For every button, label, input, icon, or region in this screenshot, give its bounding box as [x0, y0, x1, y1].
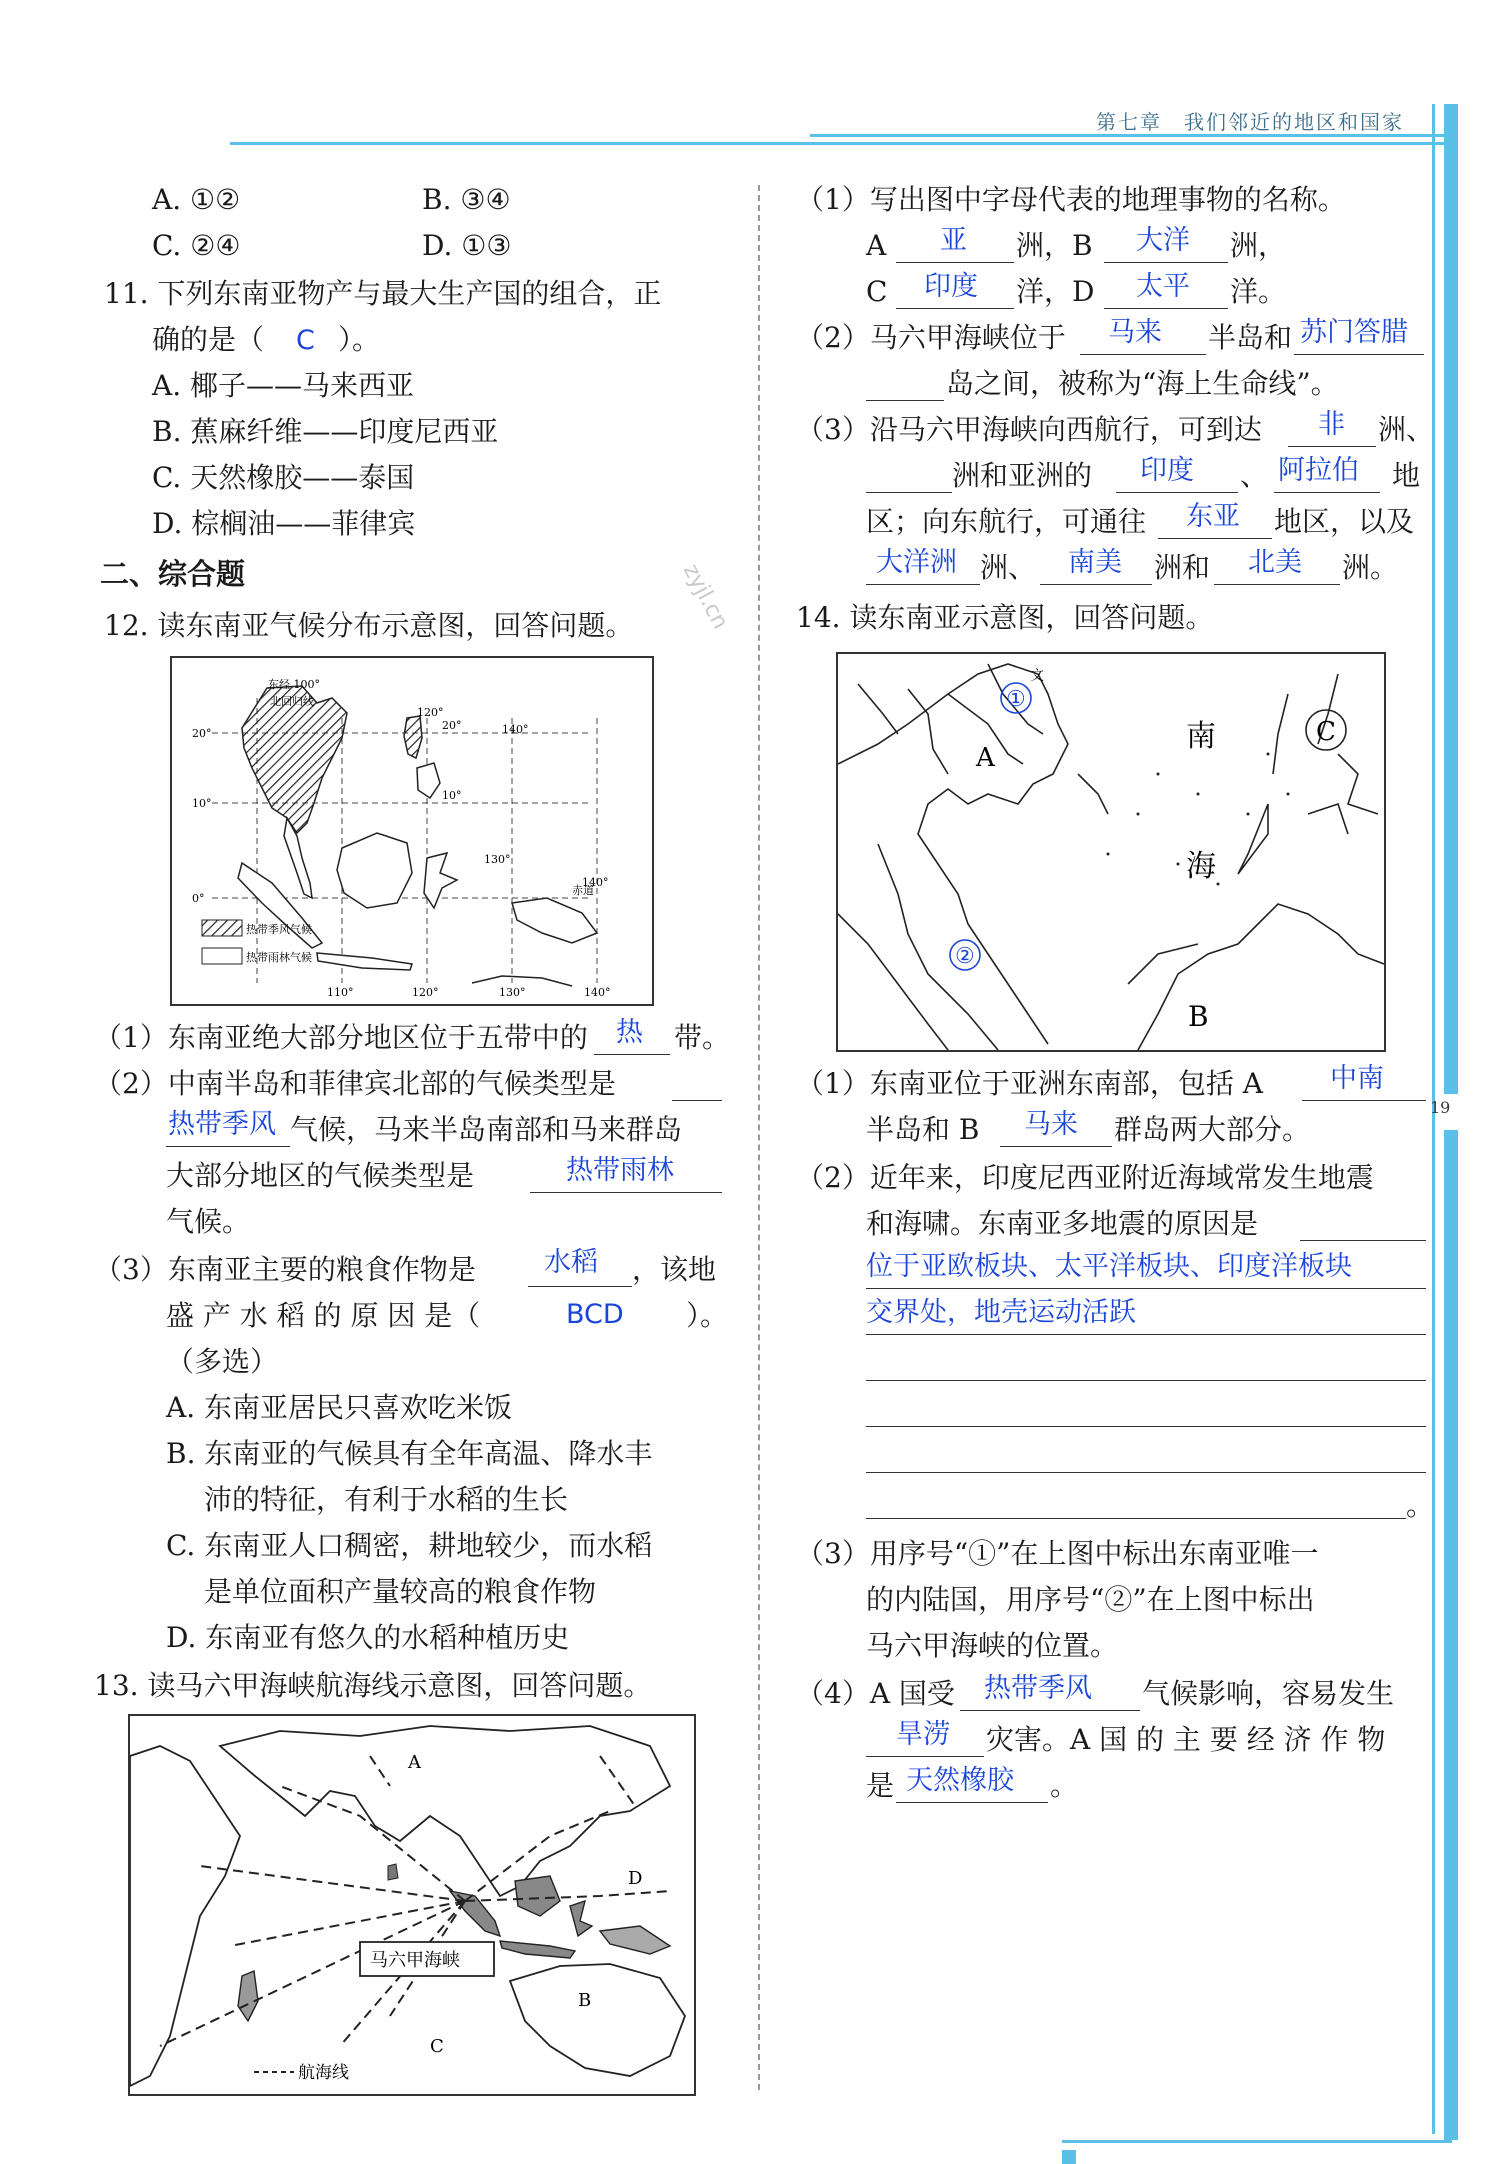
- q12-option-c: C. 东南亚人口稠密，耕地较少，而水稻: [166, 1529, 653, 1562]
- q10-option-a: A. ①②: [152, 183, 241, 216]
- q11-stem-close: ）。: [338, 323, 381, 356]
- q12-p2-answer1: 热带季风: [168, 1109, 276, 1140]
- q12-tick-mid-130: 130°: [484, 853, 511, 866]
- q13-blank-b: [1104, 262, 1228, 263]
- q14-p1-line2: 半岛和 B: [866, 1113, 980, 1146]
- q13-p3-blank2: [1116, 492, 1238, 493]
- q13-p3-line3: 区；向东航行，可通往: [866, 505, 1147, 538]
- q12-p3-answer1: 水稻: [544, 1247, 598, 1278]
- q12-legend-monsoon: 热带季风气候: [246, 923, 312, 936]
- q14-p1-blank2: [1000, 1146, 1112, 1147]
- q12-p2-blank2: [530, 1192, 722, 1193]
- q13-p3-answer7: 北美: [1248, 547, 1302, 578]
- q14-stem: 14. 读东南亚示意图，回答问题。: [796, 601, 1214, 634]
- q14-p3-line2: 的内陆国，用序号“②”在上图中标出: [866, 1583, 1315, 1616]
- q14-p4-mid: 气候影响，容易发生: [1142, 1677, 1395, 1710]
- q11-option-a: A. 椰子——马来西亚: [152, 369, 415, 402]
- q14-map-place: 文: [1030, 668, 1044, 684]
- q12-p3-line2: 盛 产 水 稻 的 原 因 是（: [166, 1299, 481, 1332]
- q13-p3-line2: 洲和亚洲的: [952, 459, 1093, 492]
- q14-label-a: A: [976, 743, 995, 773]
- q12-lon-label: 东经 100°: [268, 678, 320, 691]
- q12-climate-map: [170, 656, 654, 1006]
- q14-southeast-asia-map: [836, 652, 1386, 1052]
- q12-p2-text: （2）中南半岛和菲律宾北部的气候类型是: [94, 1067, 616, 1100]
- q13-p2-blank2: [1294, 354, 1424, 355]
- q14-p2-line-4: [866, 1426, 1426, 1427]
- q12-option-c-cont: 是单位面积产量较高的粮食作物: [204, 1575, 597, 1608]
- q14-p1-answer2: 马来: [1024, 1109, 1078, 1140]
- q14-p2-line2: 和海啸。东南亚多地震的原因是: [866, 1207, 1259, 1240]
- q13-p3-suffix4: 地区，以及: [1274, 505, 1415, 538]
- q13-answer-c: 印度: [924, 271, 978, 302]
- q13-p2-answer2: 苏门答腊: [1300, 317, 1408, 348]
- q12-p1-blank: [594, 1054, 670, 1055]
- q13-answer-a: 亚: [940, 225, 967, 256]
- q12-p3-suffix: ，该地: [632, 1253, 717, 1286]
- q12-p1-answer: 热: [616, 1017, 643, 1048]
- q13-p3-answer1: 非: [1318, 409, 1345, 440]
- q13-p2-text: （2）马六甲海峡位于: [796, 321, 1066, 354]
- q12-p3-multi: （多选）: [166, 1345, 279, 1378]
- q14-p2-line-1: [866, 1288, 1426, 1289]
- q14-p2-line-5: [866, 1472, 1426, 1473]
- q13-p3-suffix5: 洲、: [980, 551, 1037, 584]
- q14-p2-line-2: [866, 1334, 1426, 1335]
- q13-p1-c: C: [866, 275, 888, 308]
- q13-p1-c-suffix: 洋，D: [1016, 275, 1095, 308]
- q14-p4-line3: 是: [866, 1769, 895, 1802]
- q12-p3-answer2: BCD: [566, 1299, 624, 1330]
- q12-legend-rainforest-swatch: [202, 948, 242, 964]
- q14-p1-suffix: 群岛两大部分。: [1114, 1113, 1311, 1146]
- q13-p3-text: （3）沿马六甲海峡向西航行，可到达: [796, 413, 1262, 446]
- q14-p3-line1: （3）用序号“①”在上图中标出东南亚唯一: [796, 1537, 1319, 1570]
- q12-equator-label: 赤道: [572, 884, 594, 897]
- q13-p3-blank1b: [866, 492, 952, 493]
- q12-option-d: D. 东南亚有悠久的水稻种植历史: [166, 1621, 570, 1654]
- q10-option-c: C. ②④: [152, 229, 241, 262]
- q13-answer-d: 太平: [1136, 271, 1190, 302]
- q14-p1-text: （1）东南亚位于亚洲东南部，包括 A: [796, 1067, 1263, 1100]
- q12-option-a: A. 东南亚居民只喜欢吃米饭: [166, 1391, 513, 1424]
- q13-p3-answer6: 南美: [1068, 547, 1122, 578]
- q13-p1-a: A: [866, 229, 887, 262]
- q14-p2-line-6: [866, 1518, 1406, 1519]
- q13-p3-suffix7: 洲。: [1342, 551, 1399, 584]
- q12-tick-mid-20: 20°: [442, 719, 462, 732]
- q13-p3-blank5: [866, 584, 980, 585]
- side-tab-bar: [1444, 104, 1458, 1094]
- q14-label-c: C: [1316, 717, 1336, 747]
- q14-p1-answer1: 中南: [1330, 1063, 1384, 1094]
- q13-legend-route: 航海线: [298, 2063, 349, 2083]
- q14-p2-line1: （2）近年来，印度尼西亚附近海域常发生地震: [796, 1161, 1374, 1194]
- q12-p2-answer2: 热带雨林: [566, 1155, 674, 1186]
- q12-p2-line2: 气候，马来半岛南部和马来群岛: [290, 1113, 683, 1146]
- q14-p4-answer1: 热带季风: [984, 1673, 1092, 1704]
- q13-label-d: D: [628, 1868, 643, 1889]
- q12-p2-line3: 大部分地区的气候类型是: [166, 1159, 475, 1192]
- watermark: zyjl.cn: [677, 560, 733, 634]
- q14-p2-answer2: 交界处，地壳运动活跃: [866, 1297, 1136, 1328]
- q14-p4-answer2: 旱涝: [896, 1719, 950, 1750]
- q13-p3-suffix3: 地: [1392, 459, 1421, 492]
- chapter-header: 第七章 我们邻近的地区和国家: [1096, 110, 1404, 134]
- side-tab-bar-lower: [1444, 1130, 1458, 2140]
- q12-tropic-label: 北回归线: [270, 695, 314, 708]
- q12-tick-left-20: 20°: [192, 727, 212, 740]
- q11-option-b: B. 蕉麻纤维——印度尼西亚: [152, 415, 499, 448]
- q11-stem-line2: 确的是（: [152, 323, 265, 356]
- q13-p1-b-suffix: 洲，: [1230, 229, 1287, 262]
- q13-p3-answer2: 印度: [1140, 455, 1194, 486]
- q13-p3-blank4: [1158, 538, 1272, 539]
- q13-p2-line2: 岛之间，被称为“海上生命线”。: [946, 367, 1339, 400]
- q13-strait-label: 马六甲海峡: [370, 1950, 460, 1971]
- q12-tick-bottom-130: 130°: [499, 986, 526, 999]
- q12-tick-140: 140°: [582, 876, 609, 889]
- q13-p3-blank3: [1274, 492, 1380, 493]
- q14-p2-blank-a: [1300, 1240, 1426, 1241]
- q12-option-b: B. 东南亚的气候具有全年高温、降水丰: [166, 1437, 653, 1470]
- q13-p3-answer4: 东亚: [1186, 501, 1240, 532]
- q12-tick-top-140: 140°: [502, 723, 529, 736]
- q14-label-nan: 南: [1186, 719, 1216, 754]
- q12-tick-bottom-110: 110°: [327, 986, 354, 999]
- q13-blank-c: [896, 308, 1014, 309]
- q10-option-b: B. ③④: [422, 183, 511, 216]
- q13-label-c: C: [430, 2036, 444, 2057]
- q13-p1-a-suffix: 洲，B: [1016, 229, 1093, 262]
- q13-p3-suffix1: 洲、: [1378, 413, 1435, 446]
- q14-p3-line3: 马六甲海峡的位置。: [866, 1629, 1119, 1662]
- q13-stem: 13. 读马六甲海峡航海线示意图，回答问题。: [94, 1669, 652, 1702]
- section-title: 二、综合题: [100, 557, 246, 591]
- q12-p3-blank1: [528, 1286, 632, 1287]
- q12-legend-monsoon-swatch: [202, 920, 242, 936]
- q14-p4-text: （4）A 国受: [796, 1677, 955, 1710]
- side-rule: [1432, 104, 1435, 2134]
- q14-p4-blank3: [896, 1802, 1048, 1803]
- q12-stem: 12. 读东南亚气候分布示意图，回答问题。: [104, 609, 634, 642]
- q14-p1-blank1: [1302, 1100, 1426, 1101]
- header-rule: [810, 134, 1450, 137]
- q13-p2-blank2b: [866, 400, 944, 401]
- q13-p3-blank1: [1288, 446, 1376, 447]
- q12-tick-bottom-140: 140°: [584, 986, 611, 999]
- q10-option-d: D. ①③: [422, 229, 512, 262]
- q13-answer-b: 大洋: [1136, 225, 1190, 256]
- q13-blank-a: [896, 262, 1014, 263]
- column-divider: [758, 185, 760, 2090]
- footer-rule: [1062, 2140, 1452, 2143]
- q12-p3-close: ）。: [686, 1299, 729, 1332]
- q13-sea-route-map: [128, 1714, 696, 2096]
- q12-tick-bottom-120: 120°: [412, 986, 439, 999]
- q12-p3-text: （3）东南亚主要的粮食作物是: [94, 1253, 476, 1286]
- q13-p3-suffix6: 洲和: [1154, 551, 1211, 584]
- q12-legend-rainforest: 热带雨林气候: [246, 951, 312, 964]
- q14-p4-answer3: 天然橡胶: [906, 1765, 1014, 1796]
- footer-square: [1062, 2150, 1076, 2164]
- q13-p3-sep: 、: [1240, 459, 1269, 492]
- q13-p1-d-suffix: 洋。: [1230, 275, 1287, 308]
- q14-p2-answer1: 位于亚欧板块、太平洋板块、印度洋板块: [866, 1251, 1352, 1282]
- q13-p2-blank1: [1080, 354, 1206, 355]
- q14-marker-1: ①: [1006, 687, 1026, 712]
- q12-tick-top-120: 120°: [417, 706, 444, 719]
- q12-tick-left-10: 10°: [192, 797, 212, 810]
- q14-p4-blank2: [866, 1756, 984, 1757]
- page-number: 19: [1430, 1098, 1451, 1117]
- q13-p3-answer5: 大洋洲: [876, 547, 957, 578]
- q13-blank-d: [1104, 308, 1228, 309]
- q12-p1-suffix: 带。: [674, 1021, 731, 1054]
- q13-p1-text: （1）写出图中字母代表的地理事物的名称。: [796, 183, 1346, 216]
- q13-p3-blank6: [1040, 584, 1152, 585]
- q12-option-b-cont: 沛的特征，有利于水稻的生长: [204, 1483, 569, 1516]
- q12-p2-blank1a: [672, 1100, 722, 1101]
- q14-p2-end: 。: [1406, 1489, 1435, 1522]
- q13-p3-answer3: 阿拉伯: [1278, 455, 1359, 486]
- q13-p2-mid: 半岛和: [1208, 321, 1293, 354]
- q12-tick-mid-10: 10°: [442, 789, 462, 802]
- q13-p3-blank7: [1214, 584, 1340, 585]
- q13-label-b: B: [578, 1990, 592, 2011]
- q14-label-b: B: [1188, 1000, 1209, 1033]
- header-rule-long: [230, 142, 1450, 145]
- q14-p4-end: 。: [1050, 1769, 1079, 1802]
- q11-option-d: D. 棕榈油——菲律宾: [152, 507, 416, 540]
- q11-stem-line1: 11. 下列东南亚物产与最大生产国的组合，正: [104, 277, 662, 310]
- q14-marker-2: ②: [955, 944, 975, 969]
- q13-label-a: A: [408, 1752, 421, 1773]
- q14-p4-blank1: [960, 1710, 1140, 1711]
- q12-tick-left-0: 0°: [192, 892, 205, 905]
- q12-p2-line4: 气候。: [166, 1205, 251, 1238]
- q13-p2-answer1: 马来: [1108, 317, 1162, 348]
- q11-option-c: C. 天然橡胶——泰国: [152, 461, 415, 494]
- q12-p1-text: （1）东南亚绝大部分地区位于五带中的: [94, 1021, 588, 1054]
- q12-p2-blank1b: [166, 1146, 290, 1147]
- q14-label-hai: 海: [1186, 849, 1216, 884]
- q14-p4-line2: 灾害。A 国 的 主 要 经 济 作 物: [986, 1723, 1386, 1756]
- q14-p2-line-3: [866, 1380, 1426, 1381]
- q11-answer: C: [296, 325, 315, 356]
